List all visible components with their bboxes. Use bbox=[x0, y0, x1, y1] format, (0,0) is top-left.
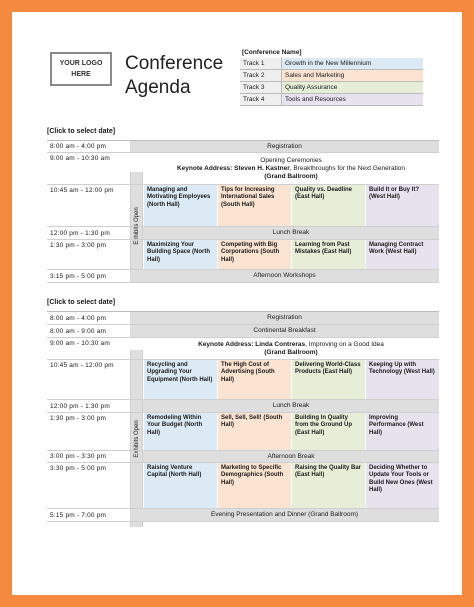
agenda-page bbox=[12, 12, 462, 595]
session-cell[interactable]: Quality vs. Deadline (East Hall) bbox=[291, 185, 365, 226]
track-row bbox=[240, 94, 423, 106]
schedule-row bbox=[47, 185, 439, 227]
schedule-row bbox=[47, 338, 439, 360]
session-group bbox=[143, 240, 439, 269]
schedule-row bbox=[47, 240, 439, 270]
time-slot: 3:30 pm - 5:00 pm bbox=[50, 465, 107, 472]
session-cell[interactable]: Keeping Up with Technology (West Hall) bbox=[365, 360, 439, 399]
logo-placeholder[interactable] bbox=[50, 52, 112, 86]
schedule-row bbox=[47, 325, 439, 338]
session-cell[interactable]: Raising Venture Capital (North Hall) bbox=[143, 463, 217, 508]
session-cell[interactable]: Deciding Whether to Update Your Tools or Build New Ones (West Hall) bbox=[365, 463, 439, 508]
time-slot: 1:30 pm - 3:00 pm bbox=[50, 415, 107, 422]
time-slot: 12:00 pm - 1:30 pm bbox=[50, 402, 110, 410]
session-cell[interactable]: Sell, Sell, Sell! (South Hall) bbox=[217, 413, 291, 450]
session-cell[interactable]: Learning from Past Mistakes (East Hall) bbox=[291, 240, 365, 269]
schedule-row bbox=[47, 400, 439, 413]
session-registration: Registration bbox=[130, 141, 439, 152]
logo-text-line2: HERE bbox=[71, 71, 91, 78]
schedule-row bbox=[47, 153, 439, 185]
session-cell[interactable]: Competing with Big Corporations (South Hall) bbox=[217, 240, 291, 269]
session-group bbox=[143, 413, 439, 450]
tracks-legend bbox=[240, 47, 423, 106]
schedule-row bbox=[47, 509, 439, 522]
keynote-venue: (Grand Ballroom) bbox=[264, 172, 318, 180]
time-slot: 8:00 am - 4:00 pm bbox=[50, 314, 107, 322]
session-group bbox=[143, 360, 439, 399]
time-slot: 10:45 am - 12:00 pm bbox=[50, 187, 114, 194]
page-title bbox=[125, 52, 223, 100]
session-cell[interactable]: Maximizing Your Building Space (North Hall) bbox=[143, 240, 217, 269]
session-cell[interactable]: The High Cost of Advertising (South Hall) bbox=[217, 360, 291, 399]
time-slot: 3:15 pm - 5:00 pm bbox=[50, 272, 107, 280]
session-group bbox=[143, 463, 439, 508]
time-slot: 9:00 am - 10:30 am bbox=[50, 155, 110, 162]
date-picker[interactable]: [Click to select date] bbox=[47, 299, 116, 306]
session-cell[interactable]: Delivering World-Class Products (East Hall) bbox=[291, 360, 365, 399]
session-cell[interactable]: Marketing to Specific Demographics (South Hall) bbox=[217, 463, 291, 508]
session-cell[interactable]: Building In Quality from the Ground Up (East Hall) bbox=[291, 413, 365, 450]
schedule-row bbox=[47, 270, 439, 283]
track-name[interactable]: Tools and Resources bbox=[282, 94, 423, 105]
session-cell[interactable]: Tips for Increasing International Sales (South Hall) bbox=[217, 185, 291, 226]
day1-schedule bbox=[47, 128, 439, 283]
schedule-row bbox=[47, 227, 439, 240]
keynote-topic: , Improving on a Good Idea bbox=[305, 340, 384, 348]
keynote-session bbox=[143, 338, 439, 359]
keynote-venue: (Grand Ballroom) bbox=[264, 348, 318, 356]
time-slot: 9:00 am - 10:30 am bbox=[50, 340, 110, 347]
track-number: Track 1 bbox=[240, 58, 282, 69]
track-number: Track 4 bbox=[240, 94, 282, 105]
title-line2: Agenda bbox=[125, 77, 191, 98]
ceremonies-label: Opening Ceremonies bbox=[260, 156, 322, 164]
keynote-session bbox=[143, 153, 439, 184]
session-registration: Registration bbox=[130, 312, 439, 324]
session-dinner: Evening Presentation and Dinner (Grand Ballroom) bbox=[130, 509, 439, 521]
session-breakfast: Continental Breakfast bbox=[130, 325, 439, 337]
time-slot: 8:00 am - 9:00 am bbox=[50, 327, 107, 335]
track-number: Track 3 bbox=[240, 82, 282, 93]
session-cell[interactable]: Managing and Motivating Employees (North Hall) bbox=[143, 185, 217, 226]
schedule-grid bbox=[47, 140, 439, 283]
session-afternoon-break: Afternoon Break bbox=[143, 451, 439, 462]
session-cell[interactable]: Raising the Quality Bar (East Hall) bbox=[291, 463, 365, 508]
session-cell[interactable]: Remodeling Within Your Budget (North Hall) bbox=[143, 413, 217, 450]
session-cell[interactable]: Recycling and Upgrading Your Equipment (North Hall) bbox=[143, 360, 217, 399]
time-slot: 3:00 pm - 3:30 pm bbox=[50, 453, 107, 460]
track-row bbox=[240, 58, 423, 70]
keynote-speaker: Keynote Address: Steven H. Kastner bbox=[176, 164, 290, 172]
session-cell[interactable]: Build It or Buy It? (West Hall) bbox=[365, 185, 439, 226]
exhibits-open-label: Exhibits Open bbox=[133, 206, 140, 245]
time-slot: 10:45 am - 12:00 pm bbox=[50, 362, 114, 369]
schedule-row bbox=[47, 312, 439, 325]
schedule-row bbox=[47, 413, 439, 451]
title-line1: Conference bbox=[125, 53, 224, 74]
session-workshops: Afternoon Workshops bbox=[130, 270, 439, 282]
schedule-row bbox=[47, 141, 439, 153]
time-slot: 12:00 pm - 1:30 pm bbox=[50, 229, 110, 237]
session-lunch: Lunch Break bbox=[143, 400, 439, 412]
session-lunch: Lunch Break bbox=[143, 227, 439, 239]
time-slot: 1:30 pm - 3:00 pm bbox=[50, 242, 107, 249]
date-picker[interactable]: [Click to select date] bbox=[47, 128, 116, 135]
time-slot: 8:00 am - 4:00 pm bbox=[50, 143, 107, 150]
day2-schedule bbox=[47, 299, 439, 522]
track-row bbox=[240, 70, 423, 82]
track-name[interactable]: Quality Assurance bbox=[282, 82, 423, 93]
exhibits-open-label: Exhibits Open bbox=[133, 419, 140, 458]
logo-text-line1: YOUR LOGO bbox=[59, 60, 103, 67]
track-number: Track 2 bbox=[240, 70, 282, 81]
schedule-row bbox=[47, 463, 439, 509]
session-group bbox=[143, 185, 439, 226]
track-name[interactable]: Growth in the New Millennium bbox=[282, 58, 423, 69]
conference-name-field[interactable]: [Conference Name] bbox=[242, 49, 302, 56]
schedule-grid bbox=[47, 311, 439, 522]
schedule-row bbox=[47, 360, 439, 400]
track-row bbox=[240, 82, 423, 94]
schedule-row bbox=[47, 451, 439, 463]
keynote-topic: , Breakthroughs for the Next Generation bbox=[289, 164, 406, 172]
session-cell[interactable]: Managing Contract Work (West Hall) bbox=[365, 240, 439, 269]
time-slot: 5:15 pm - 7:00 pm bbox=[50, 511, 107, 519]
keynote-speaker: Keynote Address: Linda Contreras bbox=[198, 340, 306, 348]
track-name[interactable]: Sales and Marketing bbox=[282, 70, 423, 81]
session-cell[interactable]: Improving Performance (West Hall) bbox=[365, 413, 439, 450]
